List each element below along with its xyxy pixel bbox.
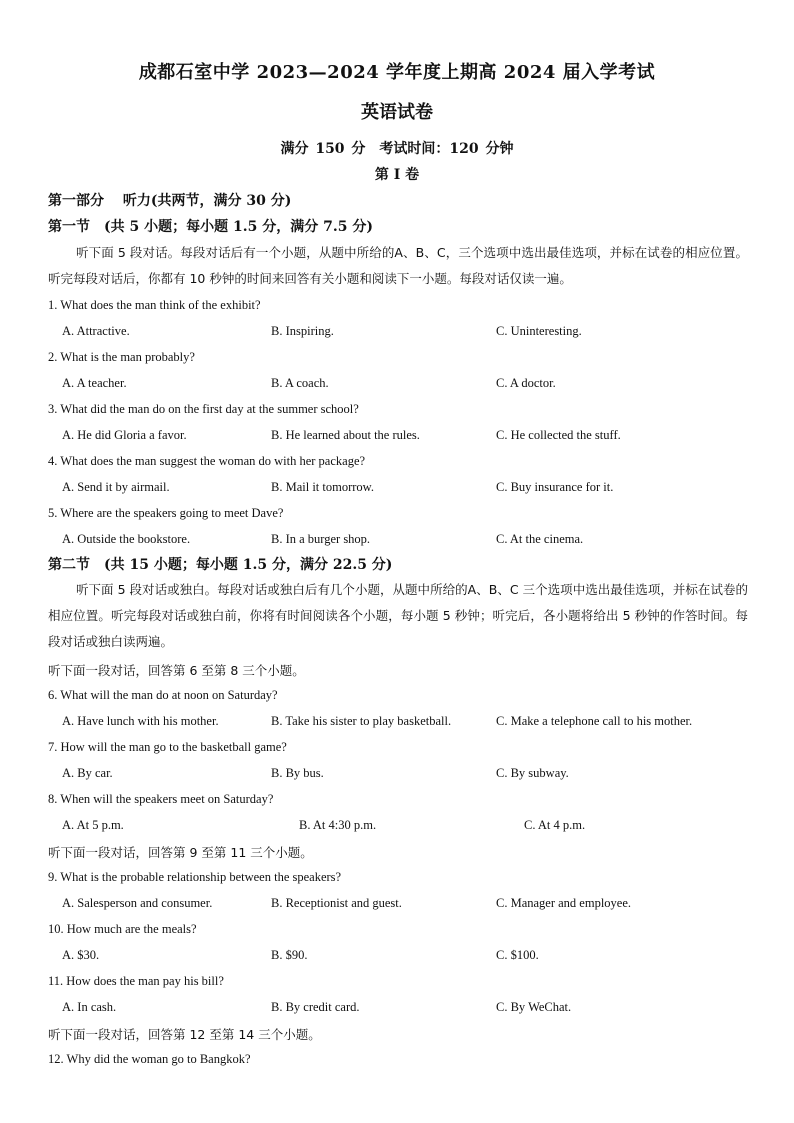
q4-option-c: C. Buy insurance for it.	[496, 480, 614, 494]
question-7: 7. How will the man go to the basketball game?	[48, 740, 287, 754]
question-2: 2. What is the man probably?	[48, 350, 195, 364]
section2-note-2: 听下面一段对话，回答第 9 至第 11 三个小题。	[48, 845, 313, 860]
q1-option-b: B. Inspiring.	[271, 324, 334, 338]
q4-option-b: B. Mail it tomorrow.	[271, 480, 375, 494]
section2-instructions: 听下面 5 段对话或独白。每段对话或独白后有几个小题，从题中所给的A、B、C 三个选项中选出最佳选项，并标在试卷的相应位置。听完每段对话或独白前，你将有时间阅读各个小题，每小题 5 秒钟；听完后，各小题将给出 5 秒钟的作答时间。每段对话或独白读两遍。	[48, 582, 748, 649]
q11-option-c: C. By WeChat.	[496, 1000, 572, 1014]
exam-title: 成都石室中学 2023—2024 学年度上期高 2024 届入学考试	[138, 62, 656, 83]
question-10: 10. How much are the meals?	[48, 922, 197, 936]
q1-option-a: A. Attractive.	[62, 324, 130, 338]
question-6: 6. What will the man do at noon on Saturday?	[48, 688, 278, 702]
q6-option-c: C. Make a telephone call to his mother.	[496, 714, 693, 728]
q9-option-c: C. Manager and employee.	[496, 896, 632, 910]
section2-note-3: 听下面一段对话，回答第 12 至第 14 三个小题。	[48, 1027, 321, 1042]
q5-option-c: C. At the cinema.	[496, 532, 584, 546]
question-1: 1. What does the man think of the exhibit?	[48, 298, 261, 312]
question-5: 5. Where are the speakers going to meet Dave?	[48, 506, 284, 520]
q2-option-b: B. A coach.	[271, 376, 329, 390]
q9-option-b: B. Receptionist and guest.	[271, 896, 402, 910]
q2-option-a: A. A teacher.	[62, 376, 127, 390]
q3-option-c: C. He collected the stuff.	[496, 428, 621, 442]
q10-option-a: A. $30.	[62, 948, 100, 962]
q7-option-a: A. By car.	[62, 766, 113, 780]
q4-option-a: A. Send it by airmail.	[62, 480, 170, 494]
q7-option-b: B. By bus.	[271, 766, 324, 780]
q9-option-a: A. Salesperson and consumer.	[62, 896, 213, 910]
q1-option-c: C. Uninteresting.	[496, 324, 582, 338]
question-8: 8. When will the speakers meet on Saturday?	[48, 792, 274, 806]
q8-option-a: A. At 5 p.m.	[62, 818, 124, 832]
q5-option-b: B. In a burger shop.	[271, 532, 371, 546]
volume-label: 第 I 卷	[374, 167, 420, 183]
question-12: 12. Why did the woman go to Bangkok?	[48, 1052, 251, 1066]
q6-option-a: A. Have lunch with his mother.	[62, 714, 219, 728]
question-4: 4. What does the man suggest the woman do with her package?	[48, 454, 366, 468]
q3-option-a: A. He did Gloria a favor.	[62, 428, 187, 442]
q5-option-a: A. Outside the bookstore.	[62, 532, 191, 546]
section1-instructions: 听下面 5 段对话。每段对话后有一个小题，从题中所给的A、B、C，三个选项中选出最佳选项，并标在试卷的相应位置。听完每段对话后，你都有 10 秒钟的时间来回答有关小题和阅读下一小题。每段对话仅读一遍。	[48, 245, 748, 286]
q6-option-b: B. Take his sister to play basketball.	[271, 714, 452, 728]
q11-option-a: A. In cash.	[62, 1000, 117, 1014]
q11-option-b: B. By credit card.	[271, 1000, 360, 1014]
q7-option-c: C. By subway.	[496, 766, 569, 780]
question-11: 11. How does the man pay his bill?	[48, 974, 224, 988]
question-3: 3. What did the man do on the first day at the summer school?	[48, 402, 359, 416]
q8-option-b: B. At 4:30 p.m.	[299, 818, 377, 832]
part1-heading: 第一部分 听力(共两节，满分 30 分)	[48, 193, 292, 209]
q10-option-c: C. $100.	[496, 948, 539, 962]
section2-heading: 第二节 (共 15 小题；每小题 1.5 分，满分 22.5 分)	[48, 557, 393, 573]
q3-option-b: B. He learned about the rules.	[271, 428, 420, 442]
question-9: 9. What is the probable relationship between the speakers?	[48, 870, 342, 884]
section1-heading: 第一节 (共 5 小题；每小题 1.5 分，满分 7.5 分)	[48, 219, 373, 235]
exam-meta: 满分 150 分 考试时间：120 分钟	[280, 141, 514, 157]
q10-option-b: B. $90.	[271, 948, 308, 962]
q8-option-c: C. At 4 p.m.	[524, 818, 586, 832]
q2-option-c: C. A doctor.	[496, 376, 556, 390]
section2-note-1: 听下面一段对话，回答第 6 至第 8 三个小题。	[48, 663, 305, 678]
exam-subtitle: 英语试卷	[361, 102, 433, 123]
